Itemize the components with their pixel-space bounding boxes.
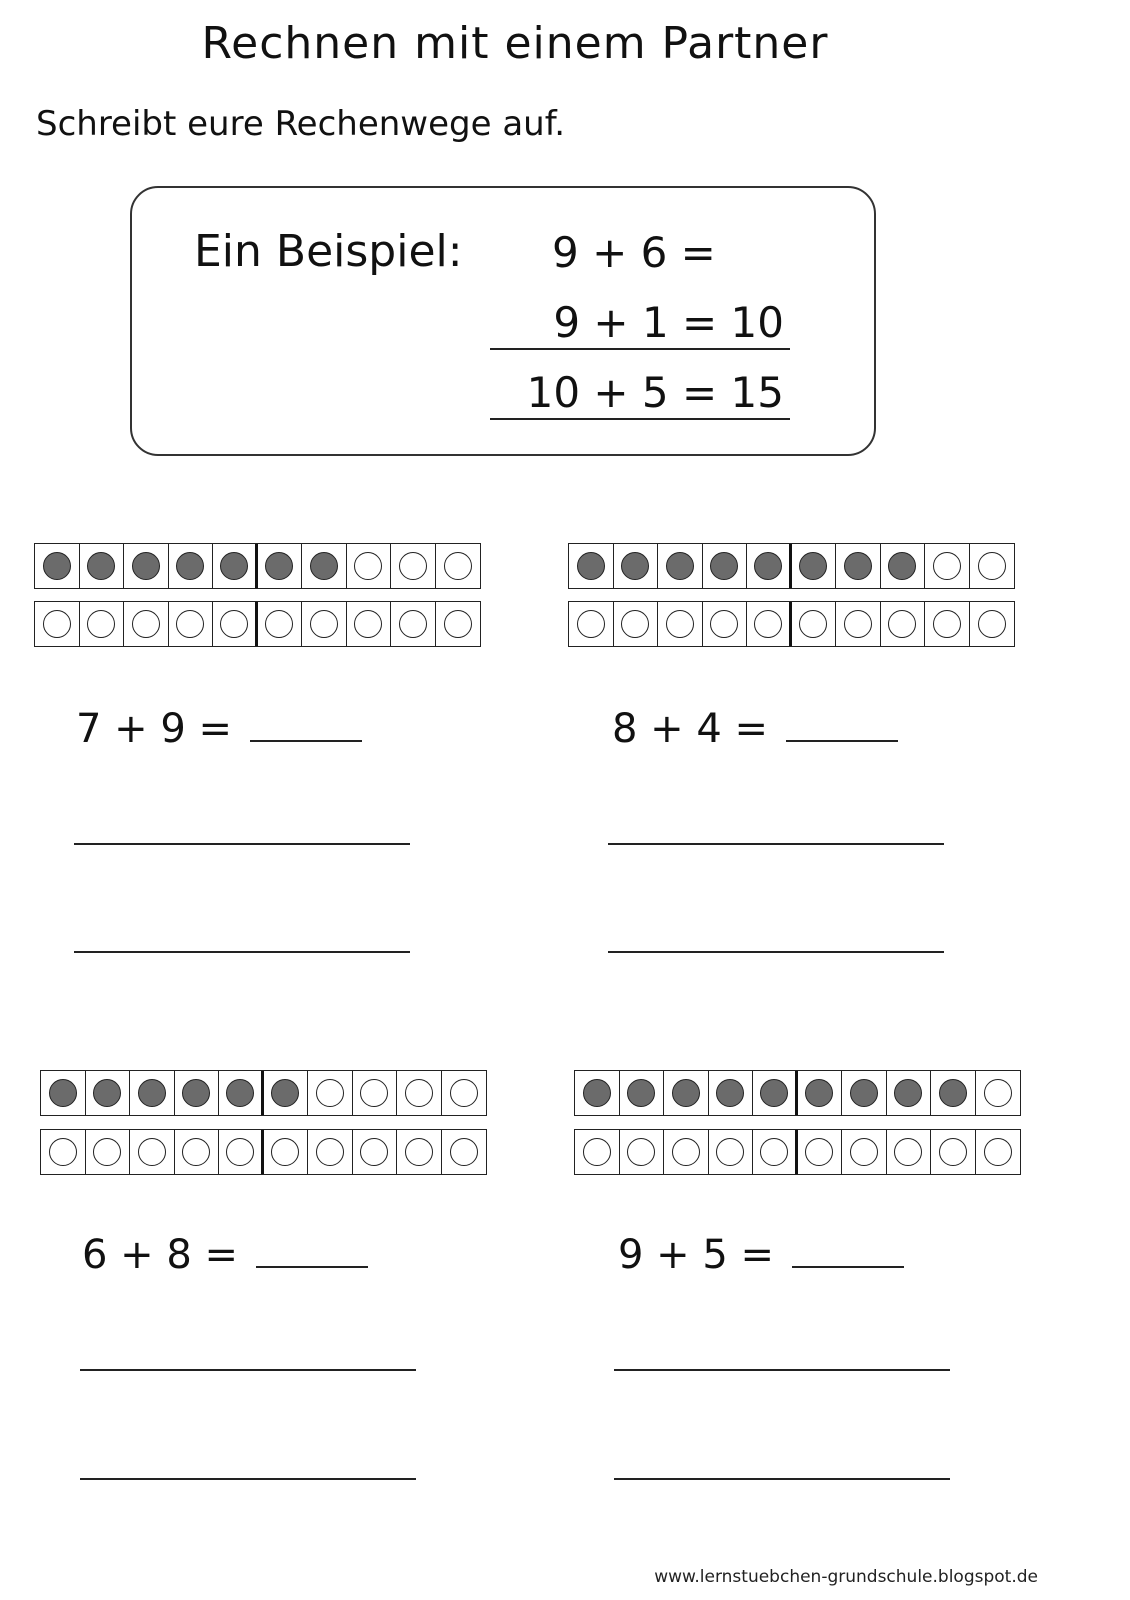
empty-counter-dot bbox=[799, 610, 827, 638]
empty-counter-dot bbox=[360, 1079, 388, 1107]
empty-counter-dot bbox=[310, 610, 338, 638]
frame-cell bbox=[130, 1071, 175, 1115]
empty-counter-dot bbox=[354, 610, 382, 638]
frame-cell bbox=[836, 602, 881, 646]
frame-cell bbox=[931, 1071, 976, 1115]
ten-frame-task-2-top bbox=[568, 543, 1015, 589]
frame-cell bbox=[620, 1130, 665, 1174]
frame-cell bbox=[41, 1130, 86, 1174]
frame-cell bbox=[219, 1071, 264, 1115]
ten-frame-task-4-bottom bbox=[574, 1129, 1021, 1175]
filled-counter-dot bbox=[265, 552, 293, 580]
frame-cell bbox=[353, 1130, 398, 1174]
empty-counter-dot bbox=[399, 610, 427, 638]
ten-frame-task-3-top bbox=[40, 1070, 487, 1116]
task-equation-text: 9 + 5 = bbox=[618, 1232, 775, 1278]
task-2-equation bbox=[612, 704, 898, 752]
frame-cell bbox=[41, 1071, 86, 1115]
frame-cell bbox=[575, 1130, 620, 1174]
filled-counter-dot bbox=[583, 1079, 611, 1107]
example-label: Ein Beispiel: bbox=[194, 226, 463, 277]
frame-cell bbox=[842, 1071, 887, 1115]
filled-counter-dot bbox=[627, 1079, 655, 1107]
frame-cell bbox=[391, 602, 436, 646]
filled-counter-dot bbox=[176, 552, 204, 580]
empty-counter-dot bbox=[894, 1138, 922, 1166]
frame-cell bbox=[881, 544, 926, 588]
filled-counter-dot bbox=[894, 1079, 922, 1107]
frame-cell bbox=[436, 544, 481, 588]
frame-cell bbox=[397, 1130, 442, 1174]
empty-counter-dot bbox=[444, 610, 472, 638]
frame-cell bbox=[925, 602, 970, 646]
frame-cell bbox=[614, 544, 659, 588]
answer-blank[interactable] bbox=[792, 1230, 904, 1268]
empty-counter-dot bbox=[672, 1138, 700, 1166]
filled-counter-dot bbox=[799, 552, 827, 580]
frame-cell bbox=[264, 1130, 309, 1174]
filled-counter-dot bbox=[43, 552, 71, 580]
work-line[interactable] bbox=[80, 1369, 416, 1371]
empty-counter-dot bbox=[444, 552, 472, 580]
frame-cell bbox=[175, 1071, 220, 1115]
filled-counter-dot bbox=[850, 1079, 878, 1107]
frame-cell bbox=[569, 602, 614, 646]
empty-counter-dot bbox=[984, 1079, 1012, 1107]
frame-cell bbox=[86, 1130, 131, 1174]
filled-counter-dot bbox=[138, 1079, 166, 1107]
empty-counter-dot bbox=[138, 1138, 166, 1166]
work-line[interactable] bbox=[608, 843, 944, 845]
frame-cell bbox=[442, 1130, 487, 1174]
frame-cell bbox=[976, 1130, 1021, 1174]
filled-counter-dot bbox=[844, 552, 872, 580]
task-4-equation bbox=[618, 1230, 904, 1278]
frame-cell bbox=[753, 1071, 798, 1115]
frame-cell bbox=[709, 1130, 754, 1174]
filled-counter-dot bbox=[754, 552, 782, 580]
empty-counter-dot bbox=[844, 610, 872, 638]
frame-cell bbox=[664, 1071, 709, 1115]
frame-cell bbox=[302, 602, 347, 646]
frame-cell bbox=[258, 602, 303, 646]
filled-counter-dot bbox=[132, 552, 160, 580]
frame-cell bbox=[703, 602, 748, 646]
empty-counter-dot bbox=[132, 610, 160, 638]
filled-counter-dot bbox=[710, 552, 738, 580]
empty-counter-dot bbox=[754, 610, 782, 638]
work-line[interactable] bbox=[614, 1369, 950, 1371]
frame-cell bbox=[703, 544, 748, 588]
empty-counter-dot bbox=[43, 610, 71, 638]
frame-cell bbox=[264, 1071, 309, 1115]
filled-counter-dot bbox=[888, 552, 916, 580]
filled-counter-dot bbox=[939, 1079, 967, 1107]
empty-counter-dot bbox=[978, 610, 1006, 638]
empty-counter-dot bbox=[710, 610, 738, 638]
ten-frame-task-1-bottom bbox=[34, 601, 481, 647]
filled-counter-dot bbox=[226, 1079, 254, 1107]
filled-counter-dot bbox=[87, 552, 115, 580]
ten-frame-task-2-bottom bbox=[568, 601, 1015, 647]
answer-blank[interactable] bbox=[786, 704, 898, 742]
example-line-problem: 9 + 6 = bbox=[552, 228, 716, 277]
frame-cell bbox=[213, 602, 258, 646]
frame-cell bbox=[836, 544, 881, 588]
filled-counter-dot bbox=[93, 1079, 121, 1107]
empty-counter-dot bbox=[583, 1138, 611, 1166]
frame-cell bbox=[842, 1130, 887, 1174]
work-line[interactable] bbox=[608, 951, 944, 953]
frame-cell bbox=[747, 602, 792, 646]
empty-counter-dot bbox=[666, 610, 694, 638]
empty-counter-dot bbox=[271, 1138, 299, 1166]
frame-cell bbox=[658, 602, 703, 646]
empty-counter-dot bbox=[850, 1138, 878, 1166]
empty-counter-dot bbox=[450, 1138, 478, 1166]
frame-cell bbox=[614, 602, 659, 646]
filled-counter-dot bbox=[760, 1079, 788, 1107]
work-line[interactable] bbox=[74, 843, 410, 845]
frame-cell bbox=[124, 602, 169, 646]
task-equation-text: 7 + 9 = bbox=[76, 706, 233, 752]
footer-url: www.lernstuebchen-grundschule.blogspot.de bbox=[654, 1567, 1038, 1587]
frame-cell bbox=[569, 544, 614, 588]
frame-cell bbox=[747, 544, 792, 588]
empty-counter-dot bbox=[760, 1138, 788, 1166]
frame-cell bbox=[925, 544, 970, 588]
task-equation-text: 8 + 4 = bbox=[612, 706, 769, 752]
work-line[interactable] bbox=[74, 951, 410, 953]
frame-cell bbox=[620, 1071, 665, 1115]
task-3-equation bbox=[82, 1230, 368, 1278]
filled-counter-dot bbox=[672, 1079, 700, 1107]
empty-counter-dot bbox=[450, 1079, 478, 1107]
frame-cell bbox=[887, 1071, 932, 1115]
frame-cell bbox=[397, 1071, 442, 1115]
frame-cell bbox=[798, 1071, 843, 1115]
frame-cell bbox=[35, 544, 80, 588]
frame-cell bbox=[175, 1130, 220, 1174]
frame-cell bbox=[35, 602, 80, 646]
answer-blank[interactable] bbox=[250, 704, 362, 742]
empty-counter-dot bbox=[93, 1138, 121, 1166]
frame-cell bbox=[353, 1071, 398, 1115]
empty-counter-dot bbox=[265, 610, 293, 638]
filled-counter-dot bbox=[805, 1079, 833, 1107]
frame-cell bbox=[970, 544, 1015, 588]
frame-cell bbox=[80, 544, 125, 588]
frame-cell bbox=[931, 1130, 976, 1174]
filled-counter-dot bbox=[716, 1079, 744, 1107]
empty-counter-dot bbox=[805, 1138, 833, 1166]
frame-cell bbox=[308, 1130, 353, 1174]
empty-counter-dot bbox=[933, 552, 961, 580]
frame-cell bbox=[792, 544, 837, 588]
filled-counter-dot bbox=[182, 1079, 210, 1107]
filled-counter-dot bbox=[49, 1079, 77, 1107]
empty-counter-dot bbox=[360, 1138, 388, 1166]
frame-cell bbox=[442, 1071, 487, 1115]
filled-counter-dot bbox=[577, 552, 605, 580]
filled-counter-dot bbox=[220, 552, 248, 580]
empty-counter-dot bbox=[627, 1138, 655, 1166]
empty-counter-dot bbox=[354, 552, 382, 580]
ten-frame-task-3-bottom bbox=[40, 1129, 487, 1175]
empty-counter-dot bbox=[978, 552, 1006, 580]
frame-cell bbox=[86, 1071, 131, 1115]
frame-cell bbox=[124, 544, 169, 588]
example-line-step-1: 9 + 1 = 10 bbox=[490, 298, 790, 350]
answer-blank[interactable] bbox=[256, 1230, 368, 1268]
frame-cell bbox=[347, 544, 392, 588]
ten-frame-task-1-top bbox=[34, 543, 481, 589]
frame-cell bbox=[798, 1130, 843, 1174]
task-equation-text: 6 + 8 = bbox=[82, 1232, 239, 1278]
empty-counter-dot bbox=[577, 610, 605, 638]
frame-cell bbox=[169, 544, 214, 588]
frame-cell bbox=[169, 602, 214, 646]
empty-counter-dot bbox=[176, 610, 204, 638]
frame-cell bbox=[130, 1130, 175, 1174]
empty-counter-dot bbox=[49, 1138, 77, 1166]
example-line-step-2: 10 + 5 = 15 bbox=[490, 368, 790, 420]
empty-counter-dot bbox=[316, 1079, 344, 1107]
work-line[interactable] bbox=[614, 1478, 950, 1480]
empty-counter-dot bbox=[621, 610, 649, 638]
frame-cell bbox=[887, 1130, 932, 1174]
empty-counter-dot bbox=[939, 1138, 967, 1166]
empty-counter-dot bbox=[87, 610, 115, 638]
frame-cell bbox=[976, 1071, 1021, 1115]
empty-counter-dot bbox=[984, 1138, 1012, 1166]
task-1-equation bbox=[76, 704, 362, 752]
filled-counter-dot bbox=[621, 552, 649, 580]
frame-cell bbox=[347, 602, 392, 646]
work-line[interactable] bbox=[80, 1478, 416, 1480]
instruction-text: Schreibt eure Rechenwege auf. bbox=[36, 104, 566, 144]
frame-cell bbox=[258, 544, 303, 588]
worksheet-title: Rechnen mit einem Partner bbox=[201, 18, 829, 69]
frame-cell bbox=[213, 544, 258, 588]
empty-counter-dot bbox=[716, 1138, 744, 1166]
empty-counter-dot bbox=[933, 610, 961, 638]
frame-cell bbox=[391, 544, 436, 588]
frame-cell bbox=[658, 544, 703, 588]
frame-cell bbox=[308, 1071, 353, 1115]
frame-cell bbox=[792, 602, 837, 646]
empty-counter-dot bbox=[220, 610, 248, 638]
frame-cell bbox=[709, 1071, 754, 1115]
frame-cell bbox=[753, 1130, 798, 1174]
ten-frame-task-4-top bbox=[574, 1070, 1021, 1116]
empty-counter-dot bbox=[226, 1138, 254, 1166]
frame-cell bbox=[575, 1071, 620, 1115]
frame-cell bbox=[664, 1130, 709, 1174]
empty-counter-dot bbox=[405, 1079, 433, 1107]
frame-cell bbox=[970, 602, 1015, 646]
frame-cell bbox=[436, 602, 481, 646]
empty-counter-dot bbox=[888, 610, 916, 638]
empty-counter-dot bbox=[182, 1138, 210, 1166]
frame-cell bbox=[219, 1130, 264, 1174]
empty-counter-dot bbox=[399, 552, 427, 580]
frame-cell bbox=[302, 544, 347, 588]
frame-cell bbox=[881, 602, 926, 646]
empty-counter-dot bbox=[316, 1138, 344, 1166]
filled-counter-dot bbox=[310, 552, 338, 580]
filled-counter-dot bbox=[666, 552, 694, 580]
frame-cell bbox=[80, 602, 125, 646]
empty-counter-dot bbox=[405, 1138, 433, 1166]
filled-counter-dot bbox=[271, 1079, 299, 1107]
